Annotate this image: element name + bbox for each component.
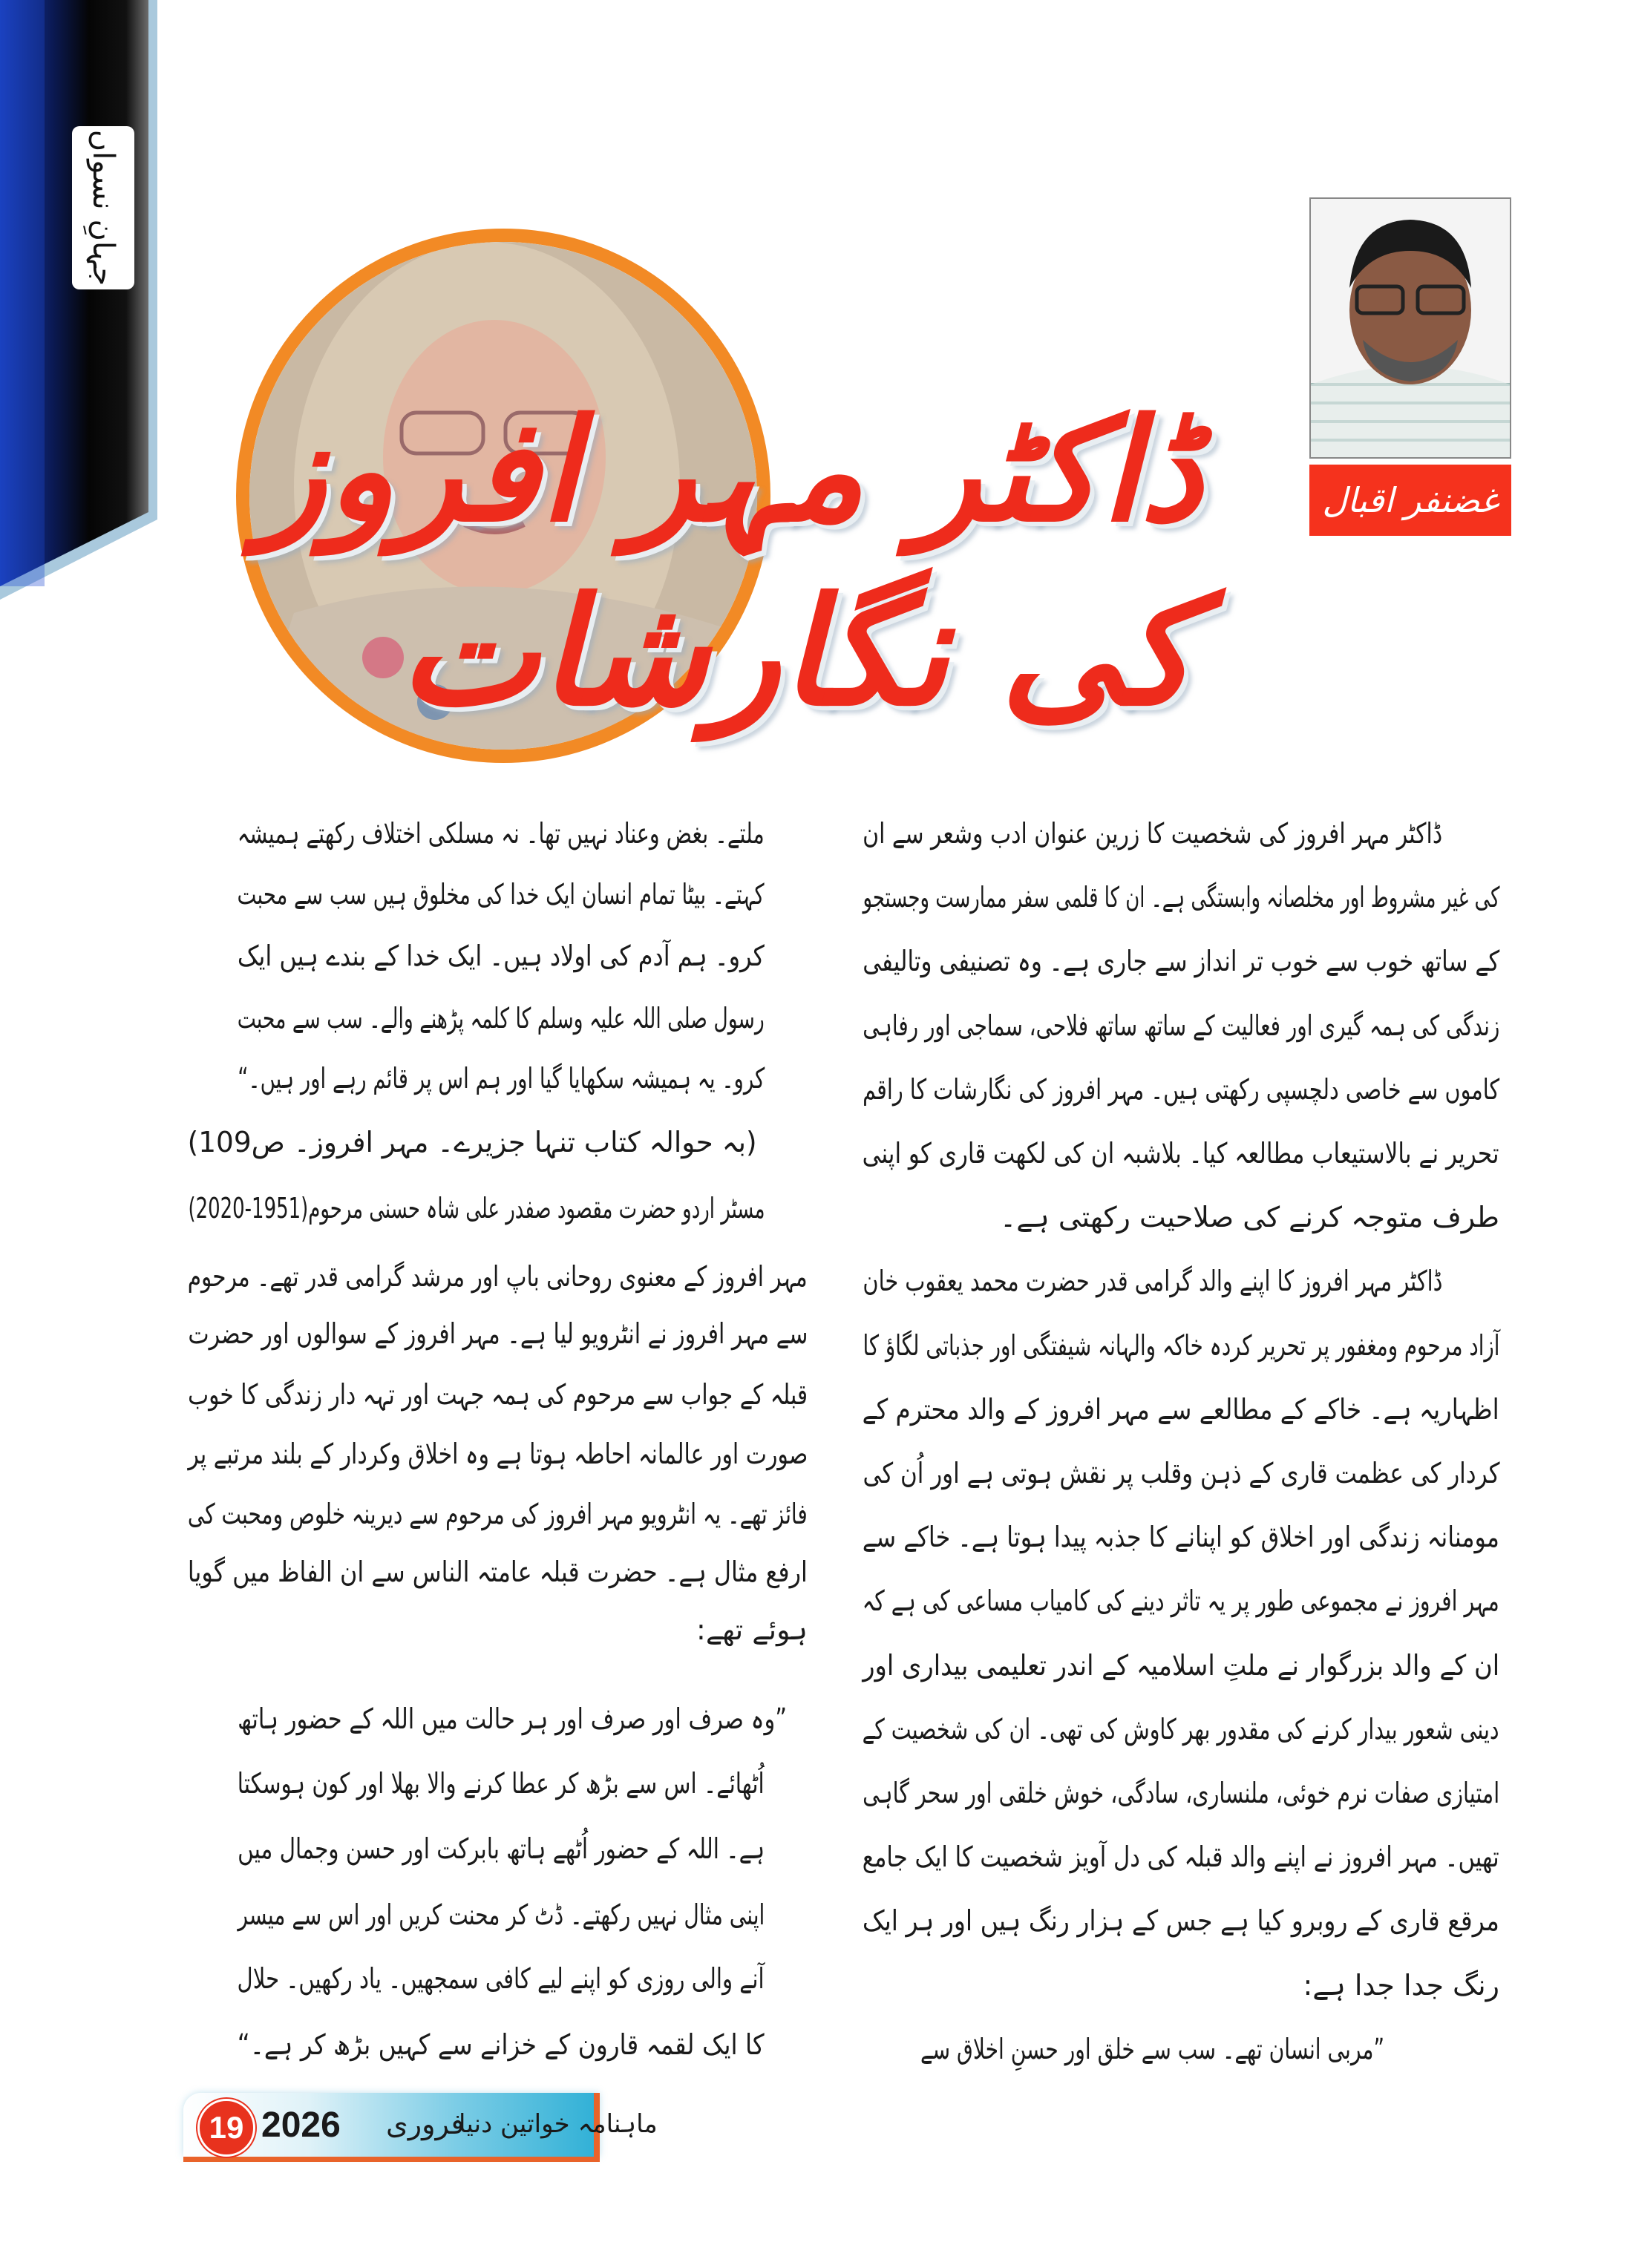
text-line bbox=[863, 1251, 1442, 1311]
text-line bbox=[863, 1060, 1499, 1119]
text-line bbox=[863, 1827, 1499, 1887]
text-line-content: مہر افروز نے مجموعی طور پر یہ تاثر دینے کی کامیاب مساعی کی ہے کہ bbox=[863, 1584, 1499, 1617]
text-line bbox=[920, 2019, 1384, 2079]
text-line-content: ”مربی انسان تھے۔ سب سے خلق اور حسنِ اخلاق سے bbox=[920, 2033, 1384, 2065]
text-line-content: کا ایک لقمہ قارون کے خزانے سے کہیں بڑھ کر ہے۔“ bbox=[238, 2028, 765, 2061]
article-title-text-1: ڈاکٹر مہر افروز bbox=[258, 389, 1202, 553]
text-line-content: ڈاکٹر مہر افروز کا اپنے والد گرامی قدر حضرت محمد یعقوب خان bbox=[863, 1265, 1442, 1297]
text-line bbox=[863, 1763, 1499, 1823]
text-line-content: کہتے۔ بیٹا تمام انسان ایک خدا کی مخلوق ہیں سب سے محبت bbox=[238, 878, 765, 911]
text-line bbox=[188, 1542, 808, 1602]
author-name: غضنفر اقبال bbox=[1322, 480, 1499, 520]
text-line bbox=[863, 1124, 1499, 1183]
text-line-content: کی غیر مشروط اور مخلصانہ وابستگی ہے۔ ان کا قلمی سفر ممارست وجستجو bbox=[863, 881, 1499, 914]
text-line-content: اپنی مثال نہیں رکھتے۔ ڈٹ کر محنت کریں اور اس سے میسر bbox=[238, 1898, 765, 1931]
section-spine-decoration bbox=[0, 0, 157, 601]
text-line-content: رسول صلی اللہ علیہ وسلم کا کلمہ پڑھنے والے۔ سب سے محبت bbox=[238, 1002, 765, 1035]
text-line-content: قبلہ کے جواب سے مرحوم کی ہمہ جہت اور تہہ دار زندگی کا خوب bbox=[188, 1378, 808, 1411]
text-line-content: کاموں سے خاصی دلچسپی رکھتی ہیں۔ مہر افروز کی نگارشات کا راقم bbox=[863, 1073, 1499, 1106]
text-line bbox=[188, 1304, 808, 1363]
article-title-text-2: کی نگارشات bbox=[399, 566, 1195, 739]
section-label-text: جہانِ نسواں bbox=[86, 129, 121, 286]
text-line bbox=[238, 1689, 787, 1748]
text-line bbox=[238, 865, 765, 924]
text-line-content: آزاد مرحوم ومغفور پر تحریر کردہ خاکہ والہانہ شیفتگی اور جذباتی لگاؤ کا bbox=[863, 1329, 1499, 1362]
text-line-content: ہے۔ اللہ کے حضور اُٹھے ہاتھ بابرکت اور حسن وجمال میں bbox=[238, 1832, 765, 1865]
issue-year: 2026 bbox=[261, 2105, 341, 2145]
author-name-box bbox=[1309, 465, 1511, 536]
author-photo bbox=[1309, 197, 1511, 459]
text-line bbox=[863, 1187, 1499, 1247]
text-line bbox=[863, 1700, 1499, 1759]
text-line bbox=[238, 1049, 765, 1108]
text-line-content: رنگ جدا جدا ہے: bbox=[1303, 1969, 1499, 2002]
text-line-content: فائز تھے۔ یہ انٹرویو مہر افروز کی مرحوم سے دیرینہ خلوص ومحبت کی bbox=[188, 1498, 808, 1530]
text-line bbox=[188, 1365, 808, 1424]
text-line bbox=[863, 1380, 1499, 1439]
text-line-content: ہوئے تھے: bbox=[696, 1613, 808, 1646]
text-line-content: ”وہ صرف اور صرف اور ہر حالت میں اللہ کے حضور ہاتھ bbox=[238, 1702, 787, 1735]
text-line bbox=[238, 1885, 765, 1944]
footer-underline bbox=[183, 2157, 600, 2162]
text-line-content: ارفع مثال ہے۔ حضرت قبلہ عامتہ الناس سے ان الفاظ میں گویا bbox=[188, 1556, 808, 1588]
page-number-badge: 19 bbox=[197, 2099, 255, 2157]
author-image bbox=[1311, 199, 1510, 457]
text-line-content: (بہ حوالہ کتاب تنہا جزیرے۔ مہر افروز۔ ص109) bbox=[188, 1126, 758, 1158]
text-line bbox=[863, 1443, 1499, 1503]
text-line-content: دینی شعور بیدار کرنے کی مقدور بھر کاوش کی تھی۔ ان کی شخصیت کے bbox=[863, 1713, 1499, 1746]
article-title-line-1 bbox=[258, 389, 1202, 557]
text-line bbox=[238, 926, 765, 986]
text-line bbox=[188, 1179, 765, 1238]
text-line-content: زندگی کی ہمہ گیری اور فعالیت کے ساتھ ساتھ فلاحی، سماجی اور رفاہی bbox=[863, 1009, 1499, 1042]
text-line-content: صورت اور عالمانہ احاطہ ہوتا ہے وہ اخلاق وکردار کے بلند مرتبے پر bbox=[188, 1438, 808, 1470]
text-line-content: اظہاریہ ہے۔ خاکے کے مطالعے سے مہر افروز کے والد محترم کے bbox=[863, 1393, 1499, 1426]
text-line bbox=[863, 1507, 1499, 1567]
text-line-content: ان کے والد بزرگوار نے ملتِ اسلامیہ کے اندر تعلیمی بیداری اور bbox=[863, 1649, 1499, 1682]
text-line-content: سے مہر افروز نے انٹرویو لیا ہے۔ مہر افروز کے سوالوں اور حضرت bbox=[188, 1317, 808, 1350]
text-line bbox=[188, 1247, 808, 1306]
text-line bbox=[863, 996, 1499, 1055]
text-line bbox=[863, 868, 1499, 927]
text-line bbox=[238, 1754, 765, 1813]
text-line-content: مومنانہ زندگی اور اخلاق کو اپنانے کا جذبہ پیدا ہوتا ہے۔ خاکے سے bbox=[863, 1521, 1499, 1553]
text-line bbox=[863, 931, 1499, 991]
text-line-content: کے ساتھ خوب سے خوب تر انداز سے جاری ہے۔ وہ تصنیفی وتالیفی bbox=[863, 945, 1499, 977]
text-line bbox=[188, 1484, 808, 1544]
text-line-content: امتیازی صفات نرم خوئی، ملنساری، سادگی، خوش خلقی اور سحر گاہی bbox=[863, 1777, 1499, 1809]
text-line-content: مسٹر اردو حضرت مقصود صفدر علی شاہ حسنی مرحوم(1951-2020) bbox=[187, 1192, 765, 1225]
text-line-content: طرف متوجہ کرنے کی صلاحیت رکھتی ہے۔ bbox=[999, 1201, 1499, 1233]
text-line-content: اُٹھائے۔ اس سے بڑھ کر عطا کرنے والا بھلا اور کون ہوسکتا bbox=[238, 1767, 765, 1800]
text-line bbox=[863, 1316, 1499, 1375]
text-line bbox=[188, 1112, 757, 1172]
text-line bbox=[863, 1571, 1499, 1630]
text-line-content: مہر افروز کے معنوی روحانی باپ اور مرشد گرامی قدر تھے۔ مرحوم bbox=[188, 1260, 808, 1293]
text-line bbox=[188, 1600, 808, 1659]
text-line bbox=[238, 804, 765, 863]
section-label bbox=[72, 126, 134, 289]
text-line bbox=[863, 804, 1442, 863]
text-line-content: کردار کی عظمت قاری کے ذہن وقلب پر نقش ہوتی ہے اور اُن کی bbox=[863, 1457, 1499, 1489]
text-line-content: مرقع قاری کے روبرو کیا ہے جس کے ہزار رنگ ہیں اور ہر ایک bbox=[863, 1904, 1499, 1937]
text-line bbox=[238, 1949, 765, 2008]
text-line-content: آنے والی روزی کو اپنے لیے کافی سمجھیں۔ یاد رکھیں۔ حلال bbox=[238, 1962, 765, 1995]
text-line-content: کرو۔ ہم آدم کی اولاد ہیں۔ ایک خدا کے بندے ہیں ایک bbox=[238, 940, 765, 972]
text-line-content: کرو۔ یہ ہمیشہ سکھایا گیا اور ہم اس پر قائم رہے اور ہیں۔“ bbox=[238, 1062, 765, 1095]
text-line bbox=[863, 1956, 1499, 2015]
text-line-content: تحریر نے بالاستیعاب مطالعہ کیا۔ بلاشبہ ان کی لکھت قاری کو اپنی bbox=[863, 1137, 1499, 1170]
text-line-content: ڈاکٹر مہر افروز کی شخصیت کا زرین عنوان ادب وشعر سے ان bbox=[863, 817, 1442, 850]
text-line bbox=[863, 1636, 1499, 1695]
text-line-content: تھیں۔ مہر افروز نے اپنے والد قبلہ کی دل آویز شخصیت کا ایک جامع bbox=[863, 1841, 1499, 1873]
magazine-name: ماہنامہ خواتین دنیا bbox=[459, 2109, 658, 2139]
text-line bbox=[188, 1424, 808, 1484]
issue-month: فروری bbox=[386, 2108, 465, 2140]
text-line bbox=[238, 2015, 765, 2074]
text-line bbox=[238, 1819, 765, 1878]
text-line bbox=[238, 989, 765, 1048]
text-line bbox=[863, 1891, 1499, 1950]
article-title-line-2 bbox=[399, 566, 1195, 739]
text-line-content: ملتے۔ بغض وعناد نہیں تھا۔ نہ مسلکی اختلاف رکھتے ہمیشہ bbox=[238, 817, 765, 850]
